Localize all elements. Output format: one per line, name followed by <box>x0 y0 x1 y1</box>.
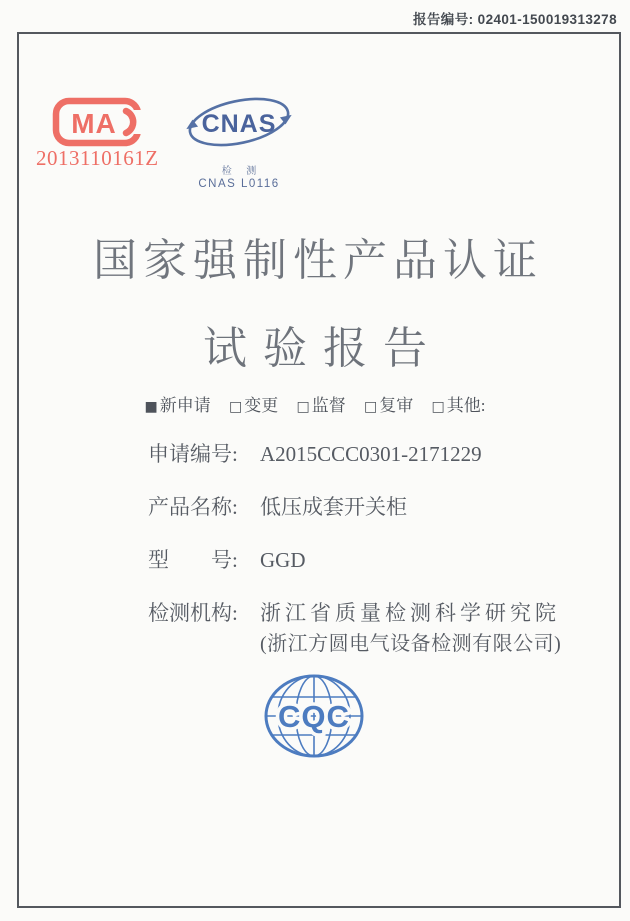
test-agency-subsidiary: (浙江方圆电气设备检测有限公司) <box>260 633 562 655</box>
report-number <box>413 8 617 28</box>
field-label: 检测机构: <box>148 601 238 625</box>
report-title: 试验报告 <box>203 324 443 373</box>
checkbox-label: 新申请 <box>159 396 211 415</box>
test-agency-name: 浙江省质量检测科学研究院 <box>260 601 560 625</box>
unchecked-box-icon: □ <box>296 399 310 415</box>
checkbox-change <box>229 396 278 415</box>
cnas-letters: CNAS <box>201 110 277 138</box>
field-application-number <box>148 441 561 467</box>
checked-box-icon: ■ <box>144 399 158 415</box>
cma-license-number: 2013110161Z <box>36 146 159 170</box>
field-test-agency <box>148 600 561 657</box>
checkbox-review <box>364 396 413 415</box>
field-label: 申请编号: <box>148 442 238 466</box>
cnas-logo-block <box>183 88 295 190</box>
checkbox-label: 监督 <box>311 396 346 415</box>
unchecked-box-icon: □ <box>431 399 445 415</box>
cnas-accreditation-number: CNAS L0116 <box>198 178 280 190</box>
checkbox-other <box>431 396 485 415</box>
field-value: GGD <box>260 548 306 572</box>
checkbox-new-application <box>145 396 211 415</box>
field-label: 型 号: <box>148 548 238 572</box>
report-number-label: 报告编号: <box>413 12 474 27</box>
field-value <box>260 600 561 657</box>
checkbox-label: 其他: <box>446 396 486 415</box>
report-fields <box>148 441 561 684</box>
cqc-logo-icon <box>262 670 366 767</box>
cqc-globe-icon <box>262 670 366 762</box>
cqc-letters: CQC <box>278 699 350 734</box>
checkbox-label: 复审 <box>379 396 414 415</box>
cma-logo-icon <box>52 97 148 152</box>
cnas-caption: 检 测 <box>221 166 263 177</box>
field-value: A2015CCC0301-2171229 <box>260 442 482 466</box>
report-number-value: 02401-150019313278 <box>477 12 617 27</box>
field-product-name <box>148 494 561 520</box>
cnas-mark-icon <box>184 88 294 156</box>
checkbox-supervision <box>297 396 346 415</box>
cma-letters: MA <box>71 108 117 139</box>
field-label: 产品名称: <box>148 495 238 519</box>
field-model <box>148 547 561 573</box>
checkbox-label: 变更 <box>244 396 279 415</box>
field-value: 低压成套开关柜 <box>260 495 407 519</box>
certification-title: 国家强制性产品认证 <box>93 236 543 285</box>
cma-mark-icon <box>52 97 148 147</box>
unchecked-box-icon: □ <box>229 399 243 415</box>
application-type-row <box>0 391 630 416</box>
unchecked-box-icon: □ <box>364 399 378 415</box>
